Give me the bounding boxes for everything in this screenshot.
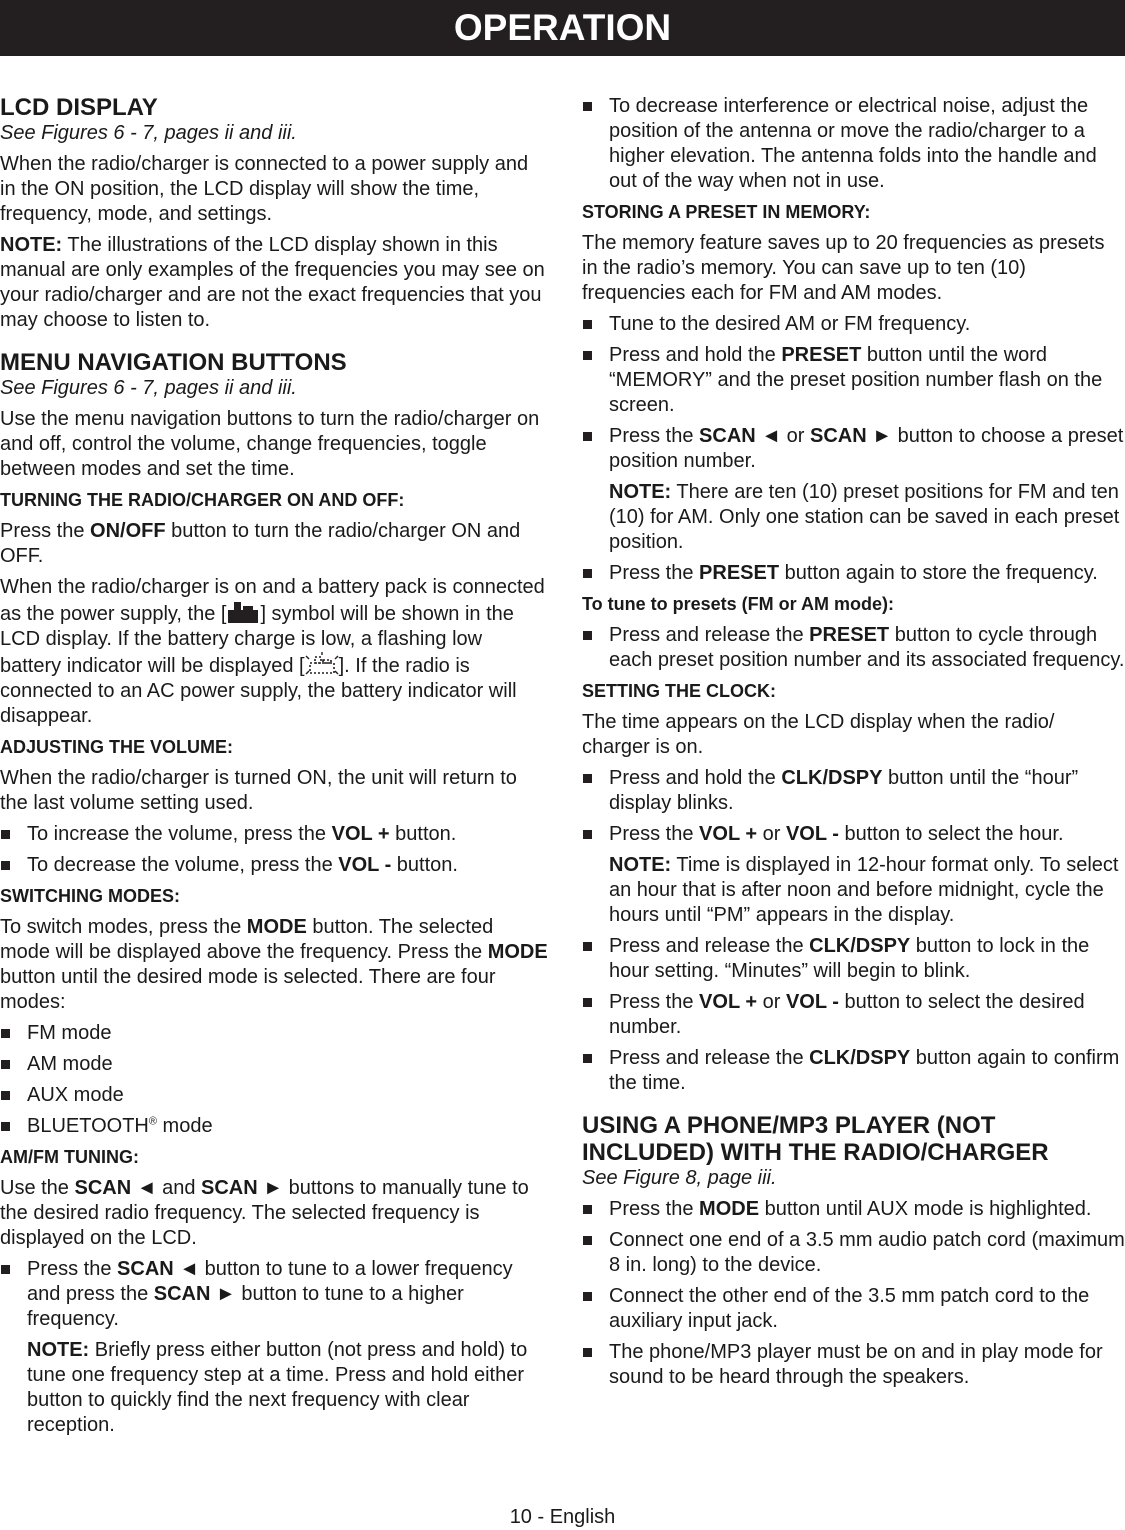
list-item: Press the VOL + or VOL - button to select the hour. NOTE: Time is displayed in 12-hour format only. To select an hour that is after noon and before midnight, cycle the hours until “PM” appears in the display. — [582, 822, 1125, 928]
paragraph: When the radio/charger is connected to a power supply and in the ON position, the LCD display will show the time, frequency, mode, and settings. — [0, 153, 529, 225]
list-item: AM mode — [0, 1052, 548, 1077]
note: NOTE: Briefly press either button (not press and hold) to tune one frequency step at a time. Press and hold either button to quickly find the next frequency with clear reception. — [27, 1339, 528, 1436]
list-item: Press the MODE button until AUX mode is highlighted. — [582, 1197, 1125, 1222]
section-phone-mp3 — [582, 1112, 1125, 1390]
paragraph: Press the ON/OFF button to turn the radio/charger ON and OFF. — [0, 520, 521, 567]
note: NOTE: There are ten (10) preset positions for FM and ten (10) for AM. Only one station can be saved in each preset position. — [609, 481, 1120, 553]
left-column — [0, 94, 548, 1444]
list-item: The phone/MP3 player must be on and in play mode for sound to be heard through the speakers. — [582, 1340, 1125, 1390]
list-item: Press and release the PRESET button to cycle through each preset position number and its associated frequency. — [582, 623, 1125, 673]
paragraph: To switch modes, press the MODE button. The selected mode will be displayed above the frequency. Press the MODE button until the desired mode is selected. There are four modes: — [0, 916, 548, 1013]
list-item: Press and release the CLK/DSPY button again to confirm the time. — [582, 1046, 1125, 1096]
bullet-list — [582, 312, 1125, 586]
subheading-clock: SETTING THE CLOCK: — [582, 681, 776, 701]
subheading-volume: ADJUSTING THE VOLUME: — [0, 737, 234, 757]
list-item: Press and release the CLK/DSPY button to lock in the hour setting. “Minutes” will begin to blink. — [582, 934, 1125, 984]
battery-icon — [226, 600, 260, 624]
figure-reference: See Figure 8, page iii. — [582, 1167, 777, 1189]
list-item: To increase the volume, press the VOL + button. — [0, 822, 548, 847]
paragraph: When the radio/charger is turned ON, the unit will return to the last volume setting used. — [0, 767, 517, 814]
bullet-list — [582, 623, 1125, 673]
bullet-list — [0, 1021, 548, 1139]
bullet-list — [582, 766, 1125, 1096]
list-item: AUX mode — [0, 1083, 548, 1108]
subheading-modes: SWITCHING MODES: — [0, 886, 180, 906]
figure-reference: See Figures 6 - 7, pages ii and iii. — [0, 122, 297, 144]
page-number: 10 - English — [509, 1506, 616, 1528]
bullet-list — [0, 822, 548, 878]
list-item: To decrease the volume, press the VOL - button. — [0, 853, 548, 878]
right-column — [582, 94, 1125, 1396]
subheading-tuning: AM/FM TUNING: — [0, 1147, 139, 1167]
low-battery-flashing-icon — [305, 652, 339, 676]
header-banner — [0, 0, 1125, 56]
subheading-tune-presets: To tune to presets (FM or AM mode): — [582, 594, 894, 614]
list-item: Press the PRESET button again to store the frequency. — [582, 561, 1125, 586]
list-item: Press the VOL + or VOL - button to select the desired number. — [582, 990, 1125, 1040]
list-item: Press the SCAN ◄ button to tune to a lower frequency and press the SCAN ► button to tune to a higher frequency. NOTE: Briefly press either button (not press and hold) to tune one frequency step at a time. Press and hold either button to quickly find the next frequency with clear reception. — [0, 1257, 548, 1438]
paragraph: The memory feature saves up to 20 frequencies as presets in the radio’s memory. You can save up to ten (10) frequencies each for FM and AM modes. — [582, 232, 1105, 304]
list-item: Press the SCAN ◄ or SCAN ► button to choose a preset position number. NOTE: There are ten (10) preset positions for FM and ten (10) for AM. Only one station can be saved in each preset position. — [582, 424, 1125, 555]
subheading-on-off: TURNING THE RADIO/CHARGER ON AND OFF: — [0, 490, 405, 510]
figure-reference: See Figures 6 - 7, pages ii and iii. — [0, 377, 297, 399]
paragraph: Use the SCAN ◄ and SCAN ► buttons to manually tune to the desired radio frequency. The selected frequency is displayed on the LCD. — [0, 1177, 529, 1249]
page-title: OPERATION — [453, 7, 672, 48]
bullet-list — [582, 1197, 1125, 1390]
list-item: BLUETOOTH® mode — [0, 1114, 548, 1139]
note: NOTE: Time is displayed in 12-hour format only. To select an hour that is after noon and before midnight, cycle the hours until “PM” appears in the display. — [609, 854, 1119, 926]
list-item: FM mode — [0, 1021, 548, 1046]
section-heading: MENU NAVIGATION BUTTONS — [0, 349, 347, 376]
section-heading: USING A PHONE/MP3 PLAYER (NOT INCLUDED) WITH THE RADIO/CHARGER — [582, 1112, 1049, 1166]
paragraph: When the radio/charger is on and a battery pack is connected as the power supply, the [ ] symbol will be shown in the LCD display. If the battery charge is low, a flashing low battery indicator will be displayed [ ]. If the radio is connected to an AC power supply, the battery indicator will disappear. — [0, 576, 545, 727]
subheading-preset: STORING A PRESET IN MEMORY: — [582, 202, 871, 222]
note: NOTE: The illustrations of the LCD display shown in this manual are only examples of the frequencies you may see on your radio/charger and are not the exact frequencies that you may choose to listen to. — [0, 234, 545, 331]
bullet-list — [0, 1257, 548, 1438]
paragraph: The time appears on the LCD display when the radio/ charger is on. — [582, 711, 1055, 758]
bullet-list — [582, 94, 1125, 194]
list-item: Press and hold the CLK/DSPY button until the “hour” display blinks. — [582, 766, 1125, 816]
section-lcd-display — [0, 94, 548, 333]
section-menu-navigation — [0, 349, 548, 1438]
list-item: To decrease interference or electrical noise, adjust the position of the antenna or move the radio/charger to a higher elevation. The antenna folds into the handle and out of the way when not in use. — [582, 94, 1125, 194]
list-item: Press and hold the PRESET button until the word “MEMORY” and the preset position number flash on the screen. — [582, 343, 1125, 418]
paragraph: Use the menu navigation buttons to turn the radio/charger on and off, control the volume, change frequencies, toggle between modes and set the time. — [0, 408, 540, 480]
list-item: Connect the other end of the 3.5 mm patch cord to the auxiliary input jack. — [582, 1284, 1125, 1334]
section-heading: LCD DISPLAY — [0, 94, 158, 121]
list-item: Connect one end of a 3.5 mm audio patch cord (maximum 8 in. long) to the device. — [582, 1228, 1125, 1278]
list-item: Tune to the desired AM or FM frequency. — [582, 312, 1125, 337]
